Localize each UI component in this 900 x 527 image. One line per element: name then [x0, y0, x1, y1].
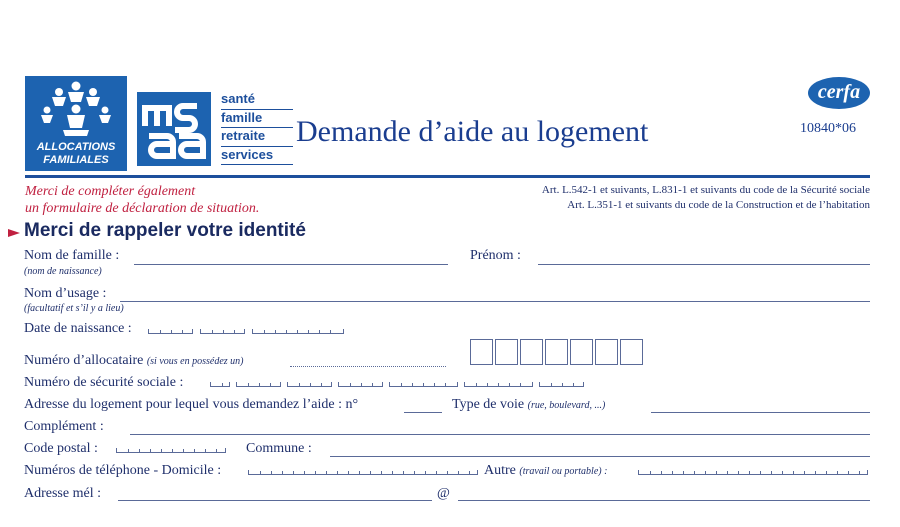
cerfa-number: 10840*06	[800, 121, 856, 136]
at-sign: @	[437, 486, 450, 501]
label-prenom: Prénom :	[470, 248, 521, 263]
type-voie-hint: (rue, boulevard, ...)	[527, 400, 606, 411]
legal-references	[542, 183, 870, 213]
msa-word: retraite	[221, 128, 293, 147]
legal-line: Art. L.542-1 et suivants, L.831-1 et suivants du code de la Sécurité sociale	[541, 184, 870, 196]
red-arrow-icon	[8, 229, 20, 237]
label-date-naissance: Date de naissance :	[24, 321, 132, 336]
msa-word: santé	[221, 91, 293, 110]
header-divider	[25, 175, 870, 178]
telephone-autre-field[interactable]	[638, 470, 870, 476]
sublabel-nom-naissance: (nom de naissance)	[24, 266, 102, 277]
msa-word: services	[221, 147, 293, 166]
numero-allocataire-text: Numéro d’allocataire	[24, 353, 144, 368]
email-local-field[interactable]	[118, 500, 432, 501]
type-voie-field[interactable]	[651, 412, 870, 413]
msa-logo-icon	[137, 92, 211, 166]
nom-famille-field[interactable]	[134, 264, 448, 265]
label-autre	[484, 463, 607, 479]
type-voie-text: Type de voie	[452, 397, 525, 412]
form-title: Demande d’aide au logement	[296, 115, 649, 148]
caf-logo-line2: FAMILIALES	[43, 154, 109, 166]
sublabel-nom-usage: (facultatif et s’il y a lieu)	[24, 303, 124, 314]
label-code-postal: Code postal :	[24, 441, 98, 456]
label-nom-usage: Nom d’usage :	[24, 286, 107, 301]
label-numero-allocataire	[24, 353, 243, 369]
label-telephone: Numéros de téléphone - Domicile :	[24, 463, 222, 478]
numero-rue-field[interactable]	[404, 412, 442, 413]
telephone-domicile-field[interactable]	[248, 470, 480, 476]
caf-logo-icon	[25, 76, 127, 171]
section-title: Merci de rappeler votre identité	[24, 220, 306, 241]
label-numero-secu: Numéro de sécurité sociale :	[24, 375, 184, 390]
complement-field[interactable]	[130, 434, 870, 435]
label-complement: Complément :	[24, 419, 104, 434]
caf-logo-line1: ALLOCATIONS	[36, 141, 116, 153]
note-line: un formulaire de déclaration de situation.	[25, 201, 260, 216]
label-email: Adresse mél :	[24, 486, 101, 501]
legal-line: Art. L.351-1 et suivants du code de la Construction et de l’habitation	[567, 199, 870, 211]
cerfa-logo-icon: cerfa	[808, 77, 870, 109]
autre-text: Autre	[484, 463, 516, 478]
numero-allocataire-dots	[290, 366, 446, 367]
numero-allocataire-hint: (si vous en possédez un)	[146, 356, 244, 367]
msa-tagline	[221, 91, 293, 165]
family-figures-icon	[37, 80, 115, 138]
nom-usage-field[interactable]	[120, 301, 870, 302]
label-adresse: Adresse du logement pour lequel vous demandez l’aide : n°	[24, 397, 359, 412]
autre-hint: (travail ou portable) :	[519, 466, 608, 477]
completion-note	[25, 183, 259, 217]
note-line: Merci de compléter également	[25, 184, 196, 199]
date-naissance-field[interactable]	[148, 329, 348, 335]
code-postal-field[interactable]	[116, 448, 228, 454]
label-commune: Commune :	[246, 441, 312, 456]
label-nom-famille: Nom de famille :	[24, 248, 120, 263]
label-type-voie	[452, 397, 605, 413]
msa-word: famille	[221, 110, 293, 129]
commune-field[interactable]	[330, 456, 870, 457]
numero-secu-field[interactable]	[210, 382, 590, 388]
prenom-field[interactable]	[538, 264, 870, 265]
email-domain-field[interactable]	[458, 500, 870, 501]
